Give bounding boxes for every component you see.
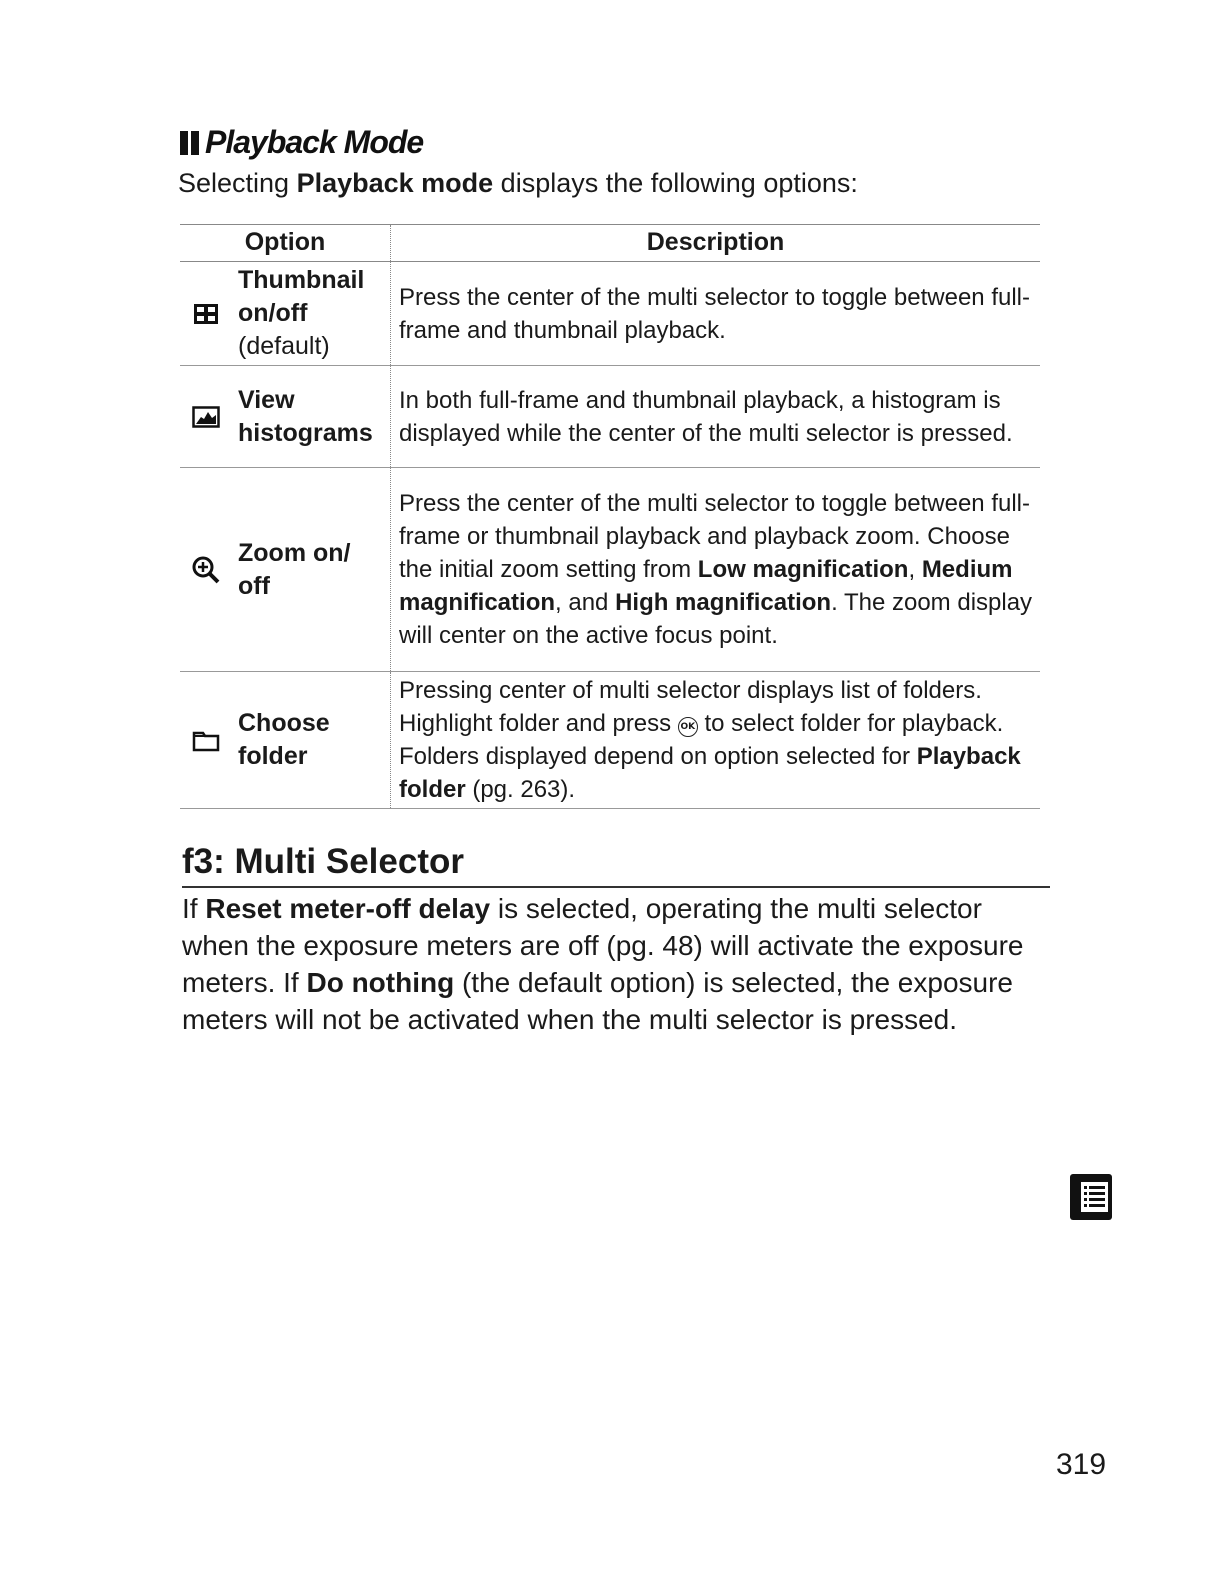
option-label: Zoom on/ xyxy=(238,538,351,567)
f3-heading: f3: Multi Selector xyxy=(182,842,1050,888)
option-label: Choose xyxy=(238,709,330,737)
section-title: Playback Mode xyxy=(205,124,424,160)
table-row xyxy=(180,468,1040,672)
option-column-header: Option xyxy=(180,225,391,262)
folder-icon xyxy=(180,728,232,752)
zoom-in-icon xyxy=(180,555,232,585)
table-row xyxy=(180,366,1040,468)
option-description: In both full-frame and thumbnail playback, a histogram is displayed while the center of the multi selector is pressed. xyxy=(391,366,1041,468)
custom-settings-menu-icon xyxy=(1068,1172,1114,1226)
option-note: (default) xyxy=(238,332,330,360)
option-label: on/off xyxy=(238,299,308,327)
option-label: Thumbnail xyxy=(238,266,365,294)
thumbnail-grid-icon xyxy=(180,303,232,325)
description-column-header: Description xyxy=(391,225,1041,262)
options-table xyxy=(180,224,1040,809)
page-number: 319 xyxy=(1056,1448,1107,1481)
option-description: Pressing center of multi selector displays list of folders. Highlight folder and press OK to select folder for playback. Folders displayed depend on option selected for Playback folder (pg. 263). xyxy=(391,672,1041,809)
section-heading xyxy=(180,124,423,161)
intro-text: Selecting Playback mode displays the following options: xyxy=(178,168,858,198)
option-label: folder xyxy=(238,742,308,770)
histogram-icon xyxy=(180,406,232,428)
heading-bar-icon xyxy=(191,131,199,155)
f3-body: If Reset meter-off delay is selected, operating the multi selector when the exposure meters are off (pg. 48) will activate the exposure meters. If Do nothing (the default option) is selected, the exposure meters will not be activated when the multi selector is pressed. xyxy=(182,893,1024,1035)
table-row xyxy=(180,262,1040,366)
table-header-row xyxy=(180,225,1040,262)
option-description: Press the center of the multi selector to toggle between full-frame or thumbnail playback and playback zoom. Choose the initial zoom setting from Low magnification, Medium magnification, and High magnification. The zoom display will center on the active focus point. xyxy=(391,468,1041,672)
heading-bar-icon xyxy=(180,131,188,155)
option-description: Press the center of the multi selector to toggle between full-frame and thumbnail playback. xyxy=(391,262,1041,366)
option-label: off xyxy=(238,571,270,600)
option-label: View xyxy=(238,385,295,414)
table-row xyxy=(180,672,1040,809)
option-label: histograms xyxy=(238,418,373,447)
ok-button-icon: OK xyxy=(678,717,698,737)
